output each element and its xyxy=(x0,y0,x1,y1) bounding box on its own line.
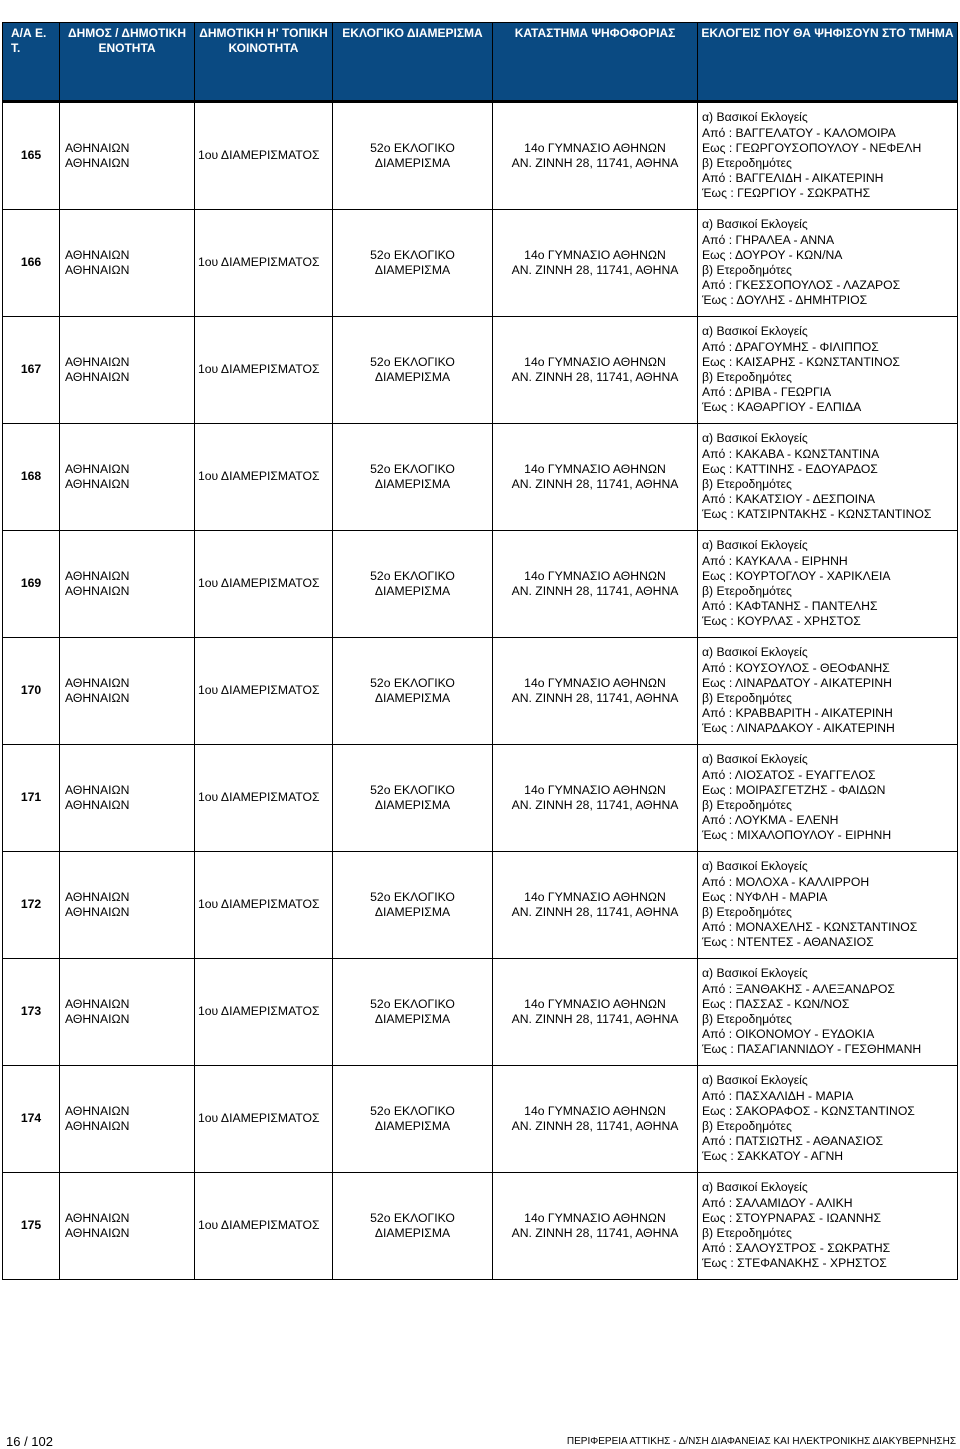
row-number: 175 xyxy=(3,1173,60,1280)
basic-voters-label: α) Βασικοί Εκλογείς xyxy=(702,645,808,660)
page-footer xyxy=(0,1434,960,1449)
municipal-unit xyxy=(60,638,195,745)
municipal-unit xyxy=(60,745,195,852)
station-address: ΑΝ. ΖΙΝΝΗ 28, 11741, ΑΘΗΝΑ xyxy=(511,1012,679,1026)
row-number: 172 xyxy=(3,852,60,959)
station-name: 14ο ΓΥΜΝΑΣΙΟ ΑΘΗΝΩΝ xyxy=(524,461,666,476)
header-community: ΔΗΜΟΤΙΚΗ Η' ΤΟΠΙΚΗ ΚΟΙΝΟΤΗΤΑ xyxy=(195,23,333,102)
unit-line-2: ΑΘΗΝΑΙΩΝ xyxy=(65,156,130,170)
station-address: ΑΝ. ΖΙΝΝΗ 28, 11741, ΑΘΗΝΑ xyxy=(511,798,679,812)
voters-range xyxy=(698,852,958,959)
unit-line-2: ΑΘΗΝΑΙΩΝ xyxy=(65,584,130,598)
unit-line-2: ΑΘΗΝΑΙΩΝ xyxy=(65,905,130,919)
basic-voters-label: α) Βασικοί Εκλογείς xyxy=(702,966,808,981)
station-name: 14ο ΓΥΜΝΑΣΙΟ ΑΘΗΝΩΝ xyxy=(524,568,666,583)
unit-line-1: ΑΘΗΝΑΙΩΝ xyxy=(65,461,130,476)
voters-range xyxy=(698,1066,958,1173)
polling-station xyxy=(493,852,698,959)
other-voters-to: Έως : ΠΑΣΑΓΙΑΝΝΙΔΟΥ - ΓΕΣΘΗΜΑΝΗ xyxy=(702,1042,922,1057)
station-name: 14ο ΓΥΜΝΑΣΙΟ ΑΘΗΝΩΝ xyxy=(524,354,666,369)
unit-line-1: ΑΘΗΝΑΙΩΝ xyxy=(65,568,130,583)
station-address: ΑΝ. ΖΙΝΝΗ 28, 11741, ΑΘΗΝΑ xyxy=(511,905,679,919)
station-name: 14ο ΓΥΜΝΑΣΙΟ ΑΘΗΝΩΝ xyxy=(524,247,666,262)
basic-voters-label: α) Βασικοί Εκλογείς xyxy=(702,1073,808,1088)
other-voters-label: β) Ετεροδημότες xyxy=(702,905,792,919)
section-line-1: 52ο ΕΚΛΟΓΙΚΟ xyxy=(370,1103,455,1118)
unit-line-2: ΑΘΗΝΑΙΩΝ xyxy=(65,691,130,705)
section-line-1: 52ο ΕΚΛΟΓΙΚΟ xyxy=(370,675,455,690)
basic-voters-to: Εως : ΔΟΥΡΟΥ - ΚΩΝ/ΝΑ xyxy=(702,247,843,262)
basic-voters-from: Από : ΜΟΛΟΧΑ - ΚΑΛΛΙΡΡΟΗ xyxy=(702,874,870,889)
basic-voters-from: Από : ΛΙΟΣΑΤΟΣ - ΕΥΑΓΓΕΛΟΣ xyxy=(702,767,876,782)
section-line-1: 52ο ΕΚΛΟΓΙΚΟ xyxy=(370,354,455,369)
basic-voters-to: Εως : ΛΙΝΑΡΔΑΤΟΥ - ΑΙΚΑΤΕΡΙΝΗ xyxy=(702,675,892,690)
header-store: ΚΑΤΑΣΤΗΜΑ ΨΗΦΟΦΟΡΙΑΣ xyxy=(493,23,698,102)
community: 1ου ΔΙΑΜΕΡΙΣΜΑΤΟΣ xyxy=(195,745,333,852)
station-name: 14ο ΓΥΜΝΑΣΙΟ ΑΘΗΝΩΝ xyxy=(524,996,666,1011)
table-header-row xyxy=(3,23,958,102)
basic-voters-to: Εως : ΝΥΦΛΗ - ΜΑΡΙΑ xyxy=(702,889,828,904)
unit-line-2: ΑΘΗΝΑΙΩΝ xyxy=(65,263,130,277)
station-address: ΑΝ. ΖΙΝΝΗ 28, 11741, ΑΘΗΝΑ xyxy=(511,370,679,384)
unit-line-1: ΑΘΗΝΑΙΩΝ xyxy=(65,247,130,262)
community: 1ου ΔΙΑΜΕΡΙΣΜΑΤΟΣ xyxy=(195,424,333,531)
municipal-unit xyxy=(60,317,195,424)
other-voters-label: β) Ετεροδημότες xyxy=(702,1226,792,1240)
voters-range xyxy=(698,531,958,638)
polling-station xyxy=(493,317,698,424)
electoral-section xyxy=(333,424,493,531)
section-line-1: 52ο ΕΚΛΟΓΙΚΟ xyxy=(370,568,455,583)
other-voters-label: β) Ετεροδημότες xyxy=(702,584,792,598)
polling-station xyxy=(493,638,698,745)
table-row xyxy=(3,531,958,638)
table-row xyxy=(3,745,958,852)
row-number: 171 xyxy=(3,745,60,852)
station-address: ΑΝ. ΖΙΝΝΗ 28, 11741, ΑΘΗΝΑ xyxy=(511,584,679,598)
section-line-1: 52ο ΕΚΛΟΓΙΚΟ xyxy=(370,1210,455,1225)
other-voters-to: Έως : ΝΤΕΝΤΕΣ - ΑΘΑΝΑΣΙΟΣ xyxy=(702,935,874,950)
table-row xyxy=(3,1066,958,1173)
station-name: 14ο ΓΥΜΝΑΣΙΟ ΑΘΗΝΩΝ xyxy=(524,675,666,690)
voters-range xyxy=(698,1173,958,1280)
table-body xyxy=(3,102,958,1280)
other-voters-to: Έως : ΣΤΕΦΑΝΑΚΗΣ - ΧΡΗΣΤΟΣ xyxy=(702,1256,887,1271)
row-number: 174 xyxy=(3,1066,60,1173)
municipal-unit xyxy=(60,210,195,317)
unit-line-1: ΑΘΗΝΑΙΩΝ xyxy=(65,354,130,369)
municipal-unit xyxy=(60,424,195,531)
unit-line-1: ΑΘΗΝΑΙΩΝ xyxy=(65,1210,130,1225)
row-number: 173 xyxy=(3,959,60,1066)
electoral-section xyxy=(333,531,493,638)
other-voters-to: Έως : ΓΕΩΡΓΙΟΥ - ΣΩΚΡΑΤΗΣ xyxy=(702,186,871,201)
basic-voters-label: α) Βασικοί Εκλογείς xyxy=(702,217,808,232)
section-line-2: ΔΙΑΜΕΡΙΣΜΑ xyxy=(374,263,451,277)
table-row xyxy=(3,102,958,210)
basic-voters-from: Από : ΒΑΓΓΕΛΑΤΟΥ - ΚΑΛΟΜΟΙΡΑ xyxy=(702,125,896,140)
electoral-section xyxy=(333,638,493,745)
electoral-section xyxy=(333,210,493,317)
table-row xyxy=(3,959,958,1066)
community: 1ου ΔΙΑΜΕΡΙΣΜΑΤΟΣ xyxy=(195,638,333,745)
other-voters-to: Έως : ΚΑΘΑΡΓΙΟΥ - ΕΛΠΙΔΑ xyxy=(702,400,862,415)
electoral-section xyxy=(333,1173,493,1280)
other-voters-from: Από : ΔΡΙΒΑ - ΓΕΩΡΓΙΑ xyxy=(702,385,832,400)
community: 1ου ΔΙΑΜΕΡΙΣΜΑΤΟΣ xyxy=(195,959,333,1066)
community: 1ου ΔΙΑΜΕΡΙΣΜΑΤΟΣ xyxy=(195,1173,333,1280)
row-number: 169 xyxy=(3,531,60,638)
section-line-2: ΔΙΑΜΕΡΙΣΜΑ xyxy=(374,584,451,598)
basic-voters-from: Από : ΣΑΛΑΜΙΔΟΥ - ΑΛΙΚΗ xyxy=(702,1195,853,1210)
unit-line-2: ΑΘΗΝΑΙΩΝ xyxy=(65,1226,130,1240)
unit-line-2: ΑΘΗΝΑΙΩΝ xyxy=(65,1119,130,1133)
voters-range xyxy=(698,210,958,317)
table-row xyxy=(3,1173,958,1280)
unit-line-1: ΑΘΗΝΑΙΩΝ xyxy=(65,782,130,797)
basic-voters-to: Εως : ΣΑΚΟΡΑΦΟΣ - ΚΩΝΣΤΑΝΤΙΝΟΣ xyxy=(702,1103,915,1118)
section-line-2: ΔΙΑΜΕΡΙΣΜΑ xyxy=(374,798,451,812)
unit-line-2: ΑΘΗΝΑΙΩΝ xyxy=(65,477,130,491)
section-line-1: 52ο ΕΚΛΟΓΙΚΟ xyxy=(370,461,455,476)
footer-organization: ΠΕΡΙΦΕΡΕΙΑ ΑΤΤΙΚΗΣ - Δ/ΝΣΗ ΔΙΑΦΑΝΕΙΑΣ ΚΑΙ ΗΛΕΚΤΡΟΝΙΚΗΣ ΔΙΑΚΥΒΕΡΝΗΣΗΣ xyxy=(566,1436,956,1447)
unit-line-1: ΑΘΗΝΑΙΩΝ xyxy=(65,1103,130,1118)
unit-line-1: ΑΘΗΝΑΙΩΝ xyxy=(65,140,130,155)
station-address: ΑΝ. ΖΙΝΝΗ 28, 11741, ΑΘΗΝΑ xyxy=(511,263,679,277)
unit-line-1: ΑΘΗΝΑΙΩΝ xyxy=(65,889,130,904)
electoral-section xyxy=(333,317,493,424)
polling-station xyxy=(493,1066,698,1173)
unit-line-2: ΑΘΗΝΑΙΩΝ xyxy=(65,370,130,384)
other-voters-label: β) Ετεροδημότες xyxy=(702,156,792,170)
basic-voters-from: Από : ΓΗΡΑΛΕΑ - ΑΝΝΑ xyxy=(702,232,835,247)
other-voters-label: β) Ετεροδημότες xyxy=(702,1119,792,1133)
basic-voters-to: Εως : ΚΟΥΡΤΟΓΛΟΥ - ΧΑΡΙΚΛΕΙΑ xyxy=(702,568,891,583)
station-address: ΑΝ. ΖΙΝΝΗ 28, 11741, ΑΘΗΝΑ xyxy=(511,1226,679,1240)
polling-station xyxy=(493,102,698,210)
basic-voters-label: α) Βασικοί Εκλογείς xyxy=(702,1180,808,1195)
table-row xyxy=(3,852,958,959)
other-voters-from: Από : ΚΑΦΤΑΝΗΣ - ΠΑΝΤΕΛΗΣ xyxy=(702,599,878,614)
header-section: ΕΚΛΟΓΙΚΟ ΔΙΑΜΕΡΙΣΜΑ xyxy=(333,23,493,102)
unit-line-1: ΑΘΗΝΑΙΩΝ xyxy=(65,675,130,690)
voters-range xyxy=(698,959,958,1066)
station-address: ΑΝ. ΖΙΝΝΗ 28, 11741, ΑΘΗΝΑ xyxy=(511,156,679,170)
other-voters-to: Έως : ΚΟΥΡΛΑΣ - ΧΡΗΣΤΟΣ xyxy=(702,614,861,629)
row-number: 167 xyxy=(3,317,60,424)
other-voters-from: Από : ΣΑΛΟΥΣΤΡΟΣ - ΣΩΚΡΑΤΗΣ xyxy=(702,1241,891,1256)
basic-voters-from: Από : ΚΑΥΚΑΛΑ - ΕΙΡΗΝΗ xyxy=(702,553,848,568)
other-voters-from: Από : ΚΡΑΒΒΑΡΙΤΗ - ΑΙΚΑΤΕΡΙΝΗ xyxy=(702,706,893,721)
basic-voters-to: Εως : ΜΟΙΡΑΣΓΕΤΖΗΣ - ΦΑΙΔΩΝ xyxy=(702,782,886,797)
other-voters-label: β) Ετεροδημότες xyxy=(702,477,792,491)
section-line-2: ΔΙΑΜΕΡΙΣΜΑ xyxy=(374,1226,451,1240)
row-number: 165 xyxy=(3,102,60,210)
basic-voters-label: α) Βασικοί Εκλογείς xyxy=(702,431,808,446)
electoral-section xyxy=(333,1066,493,1173)
basic-voters-from: Από : ΔΡΑΓΟΥΜΗΣ - ΦΙΛΙΠΠΟΣ xyxy=(702,339,879,354)
basic-voters-from: Από : ΚΟΥΣΟΥΛΟΣ - ΘΕΟΦΑΝΗΣ xyxy=(702,660,890,675)
section-line-2: ΔΙΑΜΕΡΙΣΜΑ xyxy=(374,905,451,919)
basic-voters-label: α) Βασικοί Εκλογείς xyxy=(702,859,808,874)
polling-station xyxy=(493,424,698,531)
basic-voters-to: Εως : ΠΑΣΣΑΣ - ΚΩΝ/ΝΟΣ xyxy=(702,996,850,1011)
unit-line-2: ΑΘΗΝΑΙΩΝ xyxy=(65,1012,130,1026)
other-voters-to: Έως : ΚΑΤΣΙΡΝΤΑΚΗΣ - ΚΩΝΣΤΑΝΤΙΝΟΣ xyxy=(702,507,932,522)
voters-range xyxy=(698,102,958,210)
basic-voters-from: Από : ΠΑΣΧΑΛΙΔΗ - ΜΑΡΙΑ xyxy=(702,1088,854,1103)
other-voters-label: β) Ετεροδημότες xyxy=(702,691,792,705)
section-line-1: 52ο ΕΚΛΟΓΙΚΟ xyxy=(370,140,455,155)
community: 1ου ΔΙΑΜΕΡΙΣΜΑΤΟΣ xyxy=(195,531,333,638)
section-line-1: 52ο ΕΚΛΟΓΙΚΟ xyxy=(370,996,455,1011)
basic-voters-label: α) Βασικοί Εκλογείς xyxy=(702,538,808,553)
station-name: 14ο ΓΥΜΝΑΣΙΟ ΑΘΗΝΩΝ xyxy=(524,889,666,904)
other-voters-label: β) Ετεροδημότες xyxy=(702,370,792,384)
community: 1ου ΔΙΑΜΕΡΙΣΜΑΤΟΣ xyxy=(195,102,333,210)
row-number: 166 xyxy=(3,210,60,317)
table-row xyxy=(3,317,958,424)
unit-line-1: ΑΘΗΝΑΙΩΝ xyxy=(65,996,130,1011)
other-voters-to: Έως : ΛΙΝΑΡΔΑΚΟΥ - ΑΙΚΑΤΕΡΙΝΗ xyxy=(702,721,895,736)
basic-voters-to: Εως : ΚΑΤΤΙΝΗΣ - ΕΔΟΥΑΡΔΟΣ xyxy=(702,461,878,476)
section-line-2: ΔΙΑΜΕΡΙΣΜΑ xyxy=(374,691,451,705)
voters-range xyxy=(698,638,958,745)
table-row xyxy=(3,638,958,745)
station-name: 14ο ΓΥΜΝΑΣΙΟ ΑΘΗΝΩΝ xyxy=(524,1210,666,1225)
section-line-2: ΔΙΑΜΕΡΙΣΜΑ xyxy=(374,477,451,491)
other-voters-label: β) Ετεροδημότες xyxy=(702,798,792,812)
polling-station xyxy=(493,959,698,1066)
other-voters-to: Έως : ΣΑΚΚΑΤΟΥ - ΑΓΝΗ xyxy=(702,1149,844,1164)
section-line-2: ΔΙΑΜΕΡΙΣΜΑ xyxy=(374,156,451,170)
basic-voters-from: Από : ΚΑΚΑΒΑ - ΚΩΝΣΤΑΝΤΙΝΑ xyxy=(702,446,880,461)
other-voters-from: Από : ΚΑΚΑΤΣΙΟΥ - ΔΕΣΠΟΙΝΑ xyxy=(702,492,876,507)
header-aa: Α/Α Ε. Τ. xyxy=(3,23,60,102)
header-voters: ΕΚΛΟΓΕΙΣ ΠΟΥ ΘΑ ΨΗΦΙΣΟΥΝ ΣΤΟ ΤΜΗΜΑ xyxy=(698,23,958,102)
electoral-section xyxy=(333,852,493,959)
basic-voters-to: Εως : ΣΤΟΥΡΝΑΡΑΣ - ΙΩΑΝΝΗΣ xyxy=(702,1210,881,1225)
basic-voters-label: α) Βασικοί Εκλογείς xyxy=(702,110,808,125)
unit-line-2: ΑΘΗΝΑΙΩΝ xyxy=(65,798,130,812)
municipal-unit xyxy=(60,1173,195,1280)
voters-range xyxy=(698,745,958,852)
section-line-2: ΔΙΑΜΕΡΙΣΜΑ xyxy=(374,1012,451,1026)
station-name: 14ο ΓΥΜΝΑΣΙΟ ΑΘΗΝΩΝ xyxy=(524,1103,666,1118)
station-name: 14ο ΓΥΜΝΑΣΙΟ ΑΘΗΝΩΝ xyxy=(524,140,666,155)
other-voters-from: Από : ΟΙΚΟΝΟΜΟΥ - ΕΥΔΟΚΙΑ xyxy=(702,1027,875,1042)
section-line-2: ΔΙΑΜΕΡΙΣΜΑ xyxy=(374,1119,451,1133)
community: 1ου ΔΙΑΜΕΡΙΣΜΑΤΟΣ xyxy=(195,210,333,317)
polling-station xyxy=(493,210,698,317)
community: 1ου ΔΙΑΜΕΡΙΣΜΑΤΟΣ xyxy=(195,317,333,424)
table-row xyxy=(3,210,958,317)
section-line-1: 52ο ΕΚΛΟΓΙΚΟ xyxy=(370,782,455,797)
voters-range xyxy=(698,424,958,531)
other-voters-from: Από : ΓΚΕΣΣΟΠΟΥΛΟΣ - ΛΑΖΑΡΟΣ xyxy=(702,278,901,293)
basic-voters-label: α) Βασικοί Εκλογείς xyxy=(702,752,808,767)
municipal-unit xyxy=(60,102,195,210)
other-voters-label: β) Ετεροδημότες xyxy=(702,263,792,277)
electoral-section xyxy=(333,959,493,1066)
voters-range xyxy=(698,317,958,424)
row-number: 168 xyxy=(3,424,60,531)
municipal-unit xyxy=(60,1066,195,1173)
polling-station xyxy=(493,745,698,852)
electoral-section xyxy=(333,102,493,210)
row-number: 170 xyxy=(3,638,60,745)
other-voters-from: Από : ΜΟΝΑΧΕΛΗΣ - ΚΩΝΣΤΑΝΤΙΝΟΣ xyxy=(702,920,918,935)
municipal-unit xyxy=(60,531,195,638)
page-number: 16 / 102 xyxy=(6,1434,53,1449)
community: 1ου ΔΙΑΜΕΡΙΣΜΑΤΟΣ xyxy=(195,1066,333,1173)
section-line-2: ΔΙΑΜΕΡΙΣΜΑ xyxy=(374,370,451,384)
municipal-unit xyxy=(60,852,195,959)
basic-voters-label: α) Βασικοί Εκλογείς xyxy=(702,324,808,339)
station-name: 14ο ΓΥΜΝΑΣΙΟ ΑΘΗΝΩΝ xyxy=(524,782,666,797)
station-address: ΑΝ. ΖΙΝΝΗ 28, 11741, ΑΘΗΝΑ xyxy=(511,691,679,705)
header-unit: ΔΗΜΟΣ / ΔΗΜΟΤΙΚΗ ΕΝΟΤΗΤΑ xyxy=(60,23,195,102)
municipal-unit xyxy=(60,959,195,1066)
section-line-1: 52ο ΕΚΛΟΓΙΚΟ xyxy=(370,247,455,262)
other-voters-to: Έως : ΜΙΧΑΛΟΠΟΥΛΟΥ - ΕΙΡΗΝΗ xyxy=(702,828,892,843)
station-address: ΑΝ. ΖΙΝΝΗ 28, 11741, ΑΘΗΝΑ xyxy=(511,477,679,491)
polling-station xyxy=(493,1173,698,1280)
other-voters-from: Από : ΠΑΤΣΙΩΤΗΣ - ΑΘΑΝΑΣΙΟΣ xyxy=(702,1134,884,1149)
table-row xyxy=(3,424,958,531)
electoral-section xyxy=(333,745,493,852)
polling-stations-table xyxy=(2,22,958,1280)
polling-station xyxy=(493,531,698,638)
section-line-1: 52ο ΕΚΛΟΓΙΚΟ xyxy=(370,889,455,904)
other-voters-from: Από : ΛΟΥΚΜΑ - ΕΛΕΝΗ xyxy=(702,813,839,828)
basic-voters-to: Εως : ΓΕΩΡΓΟΥΣΟΠΟΥΛΟΥ - ΝΕΦΕΛΗ xyxy=(702,140,922,155)
basic-voters-to: Εως : ΚΑΙΣΑΡΗΣ - ΚΩΝΣΤΑΝΤΙΝΟΣ xyxy=(702,354,900,369)
other-voters-to: Έως : ΔΟΥΛΗΣ - ΔΗΜΗΤΡΙΟΣ xyxy=(702,293,868,308)
station-address: ΑΝ. ΖΙΝΝΗ 28, 11741, ΑΘΗΝΑ xyxy=(511,1119,679,1133)
community: 1ου ΔΙΑΜΕΡΙΣΜΑΤΟΣ xyxy=(195,852,333,959)
other-voters-from: Από : ΒΑΓΓΕΛΙΔΗ - ΑΙΚΑΤΕΡΙΝΗ xyxy=(702,171,884,186)
basic-voters-from: Από : ΞΑΝΘΑΚΗΣ - ΑΛΕΞΑΝΔΡΟΣ xyxy=(702,981,895,996)
other-voters-label: β) Ετεροδημότες xyxy=(702,1012,792,1026)
